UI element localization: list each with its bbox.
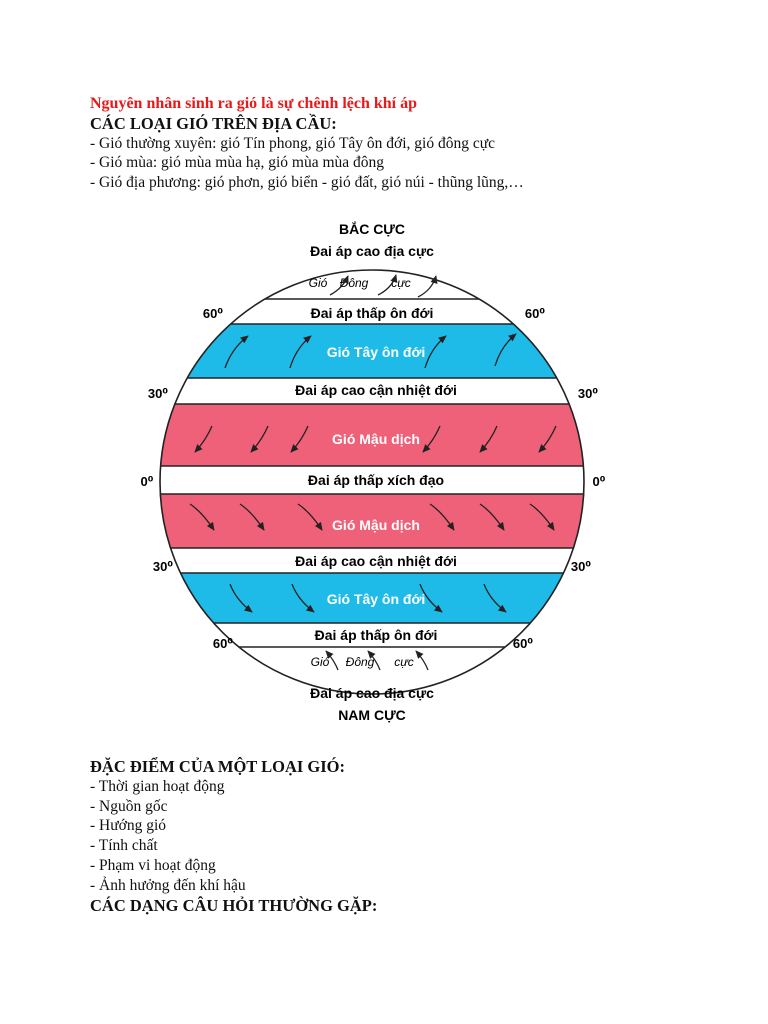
- wind-arrow: [416, 651, 428, 670]
- wind-types-heading: CÁC LOẠI GIÓ TRÊN ĐỊA CẦU:: [90, 113, 337, 133]
- lat-label-30-se: 30⁰: [570, 559, 592, 574]
- south-pole-label: NAM CỰC: [338, 707, 406, 723]
- polar-east-word: Gió: [308, 276, 328, 290]
- polar-east-word: Đông: [345, 655, 375, 669]
- polar-high-label-south: Đai áp cao địa cực: [310, 685, 434, 701]
- lat-label-30-nw: 30⁰: [147, 386, 169, 401]
- list-item: - Gió địa phương: gió phơn, gió biển - gió đất, gió núi - thũng lũng,…: [90, 174, 524, 192]
- trade-label-north: Gió Mậu dịch: [332, 431, 420, 447]
- list-item: - Hướng gió: [90, 817, 167, 835]
- lat-label-0-w: 0⁰: [140, 474, 154, 489]
- lat-label-60-se: 60⁰: [512, 636, 534, 651]
- subpolar-low-label-north: Đai áp thấp ôn đới: [310, 305, 434, 321]
- lat-label-60-nw: 60⁰: [202, 306, 224, 321]
- subtropical-high-label-south: Đai áp cao cận nhiệt đới: [295, 553, 457, 569]
- polar-east-word: cực: [391, 276, 411, 290]
- westerlies-label-north: Gió Tây ôn đới: [326, 344, 426, 360]
- questions-heading: CÁC DẠNG CÂU HỎI THƯỜNG GẶP:: [90, 895, 378, 915]
- subtropical-high-label-north: Đai áp cao cận nhiệt đới: [295, 382, 457, 398]
- subpolar-low-label-south: Đai áp thấp ôn đới: [314, 627, 438, 643]
- intro-title: Nguyên nhân sinh ra gió là sự chênh lệch khí áp: [90, 95, 418, 112]
- list-item: - Ảnh hưởng đến khí hậu: [90, 876, 246, 894]
- lat-label-30-ne: 30⁰: [577, 386, 599, 401]
- polar-high-label-north: Đai áp cao địa cực: [310, 243, 434, 259]
- lat-label-60-sw: 60⁰: [212, 636, 234, 651]
- equator-low-label: Đai áp thấp xích đạo: [307, 472, 445, 488]
- polar-east-word: cực: [394, 655, 414, 669]
- list-item: - Tính chất: [90, 837, 158, 855]
- lat-label-60-ne: 60⁰: [524, 306, 546, 321]
- list-item: - Gió thường xuyên: gió Tín phong, gió Tây ôn đới, gió đông cực: [90, 134, 496, 152]
- lat-label-30-sw: 30⁰: [152, 559, 174, 574]
- features-heading: ĐẶC ĐIỂM CỦA MỘT LOẠI GIÓ:: [90, 757, 346, 776]
- list-item: - Nguồn gốc: [90, 797, 168, 815]
- trade-label-south: Gió Mậu dịch: [332, 517, 420, 533]
- polar-east-word: Gió: [310, 655, 330, 669]
- polar-east-word: Đông: [339, 276, 369, 290]
- north-pole-label: BẮC CỰC: [338, 221, 406, 237]
- list-item: - Gió mùa: gió mùa mùa hạ, gió mùa mùa đông: [90, 154, 385, 172]
- features-section: [90, 757, 377, 915]
- westerlies-label-south: Gió Tây ôn đới: [326, 591, 426, 607]
- list-item: - Thời gian hoạt động: [90, 777, 225, 795]
- list-item: - Phạm vi hoạt động: [90, 856, 216, 874]
- lat-label-0-e: 0⁰: [592, 474, 606, 489]
